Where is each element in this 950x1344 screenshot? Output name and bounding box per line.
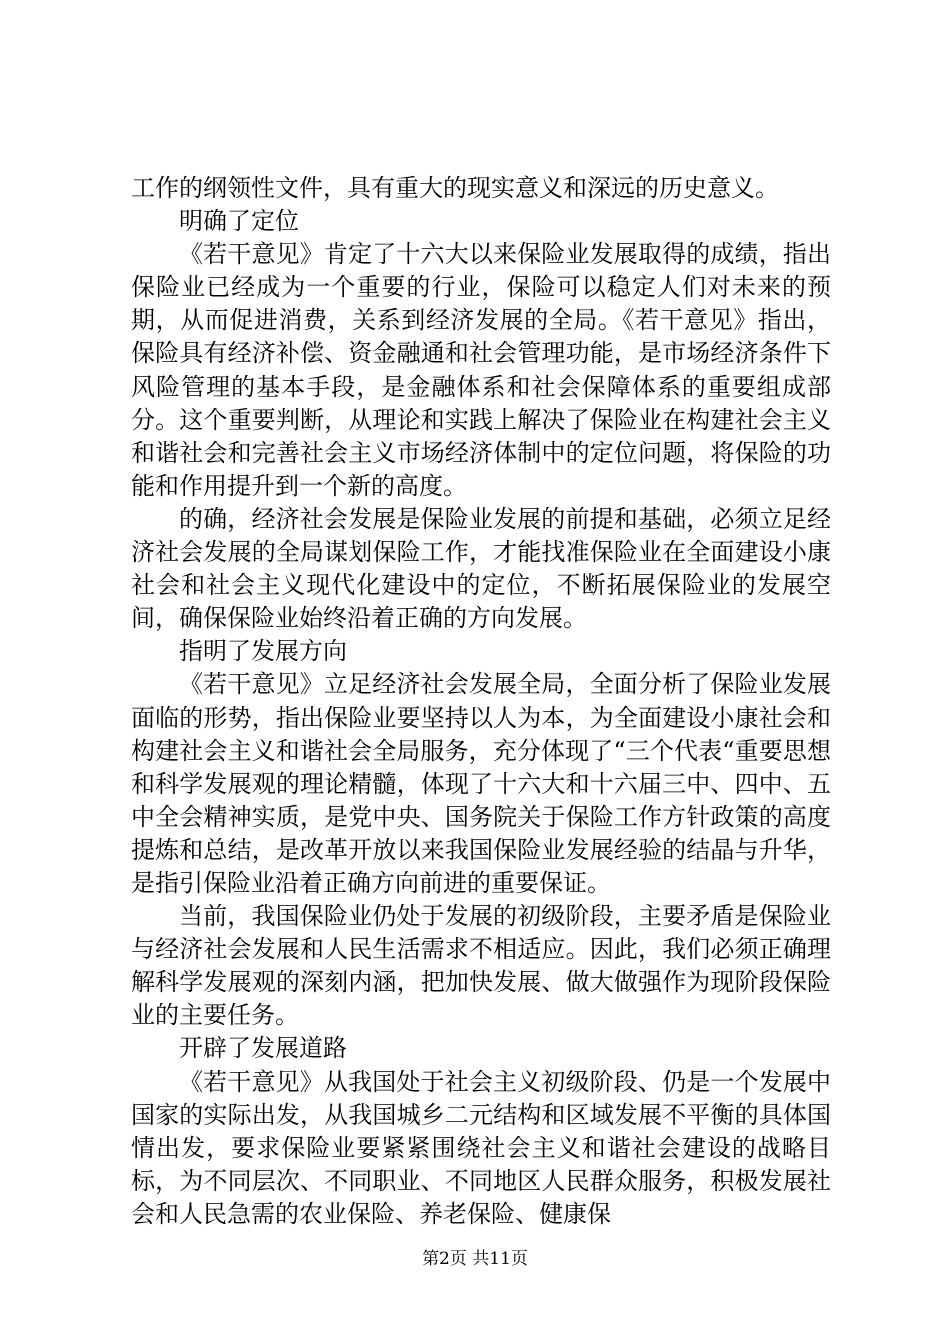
section-heading-path: 开辟了发展道路 (179, 1034, 347, 1063)
section-heading-positioning: 明确了定位 (179, 207, 299, 236)
page-number-footer: 第2页 共11页 (422, 1249, 528, 1269)
paragraph-continuation: 工作的纲领性文件，具有重大的现实意义和深远的历史意义。 (131, 174, 779, 202)
paragraph: 《若干意见》肯定了十六大以来保险业发展取得的成绩，指出保险业已经成为一个重要的行业，保险可以稳定人们对未来的预期，从而促进消费，关系到经济发展的全局。《若干意见》指出，保险具有经济补偿、资金融通和社会管理功能，是市场经济条件下风险管理的基本手段，是金融体系和社会保障体系的重要组成部分。这个重要判断，从理论和实践上解决了保险业在构建社会主义和谐社会和完善社会主义市场经济体制中的定位问题，将保险的功能和作用提升到一个新的高度。 (131, 240, 831, 500)
paragraph: 当前，我国保险业仍处于发展的初级阶段，主要矛盾是保险业与经济社会发展和人民生活需求不相适应。因此，我们必须正确理解科学发展观的深刻内涵，把加快发展、做大做强作为现阶段保险业的主要任务。 (131, 902, 831, 1030)
paragraph: 《若干意见》从我国处于社会主义初级阶段、仍是一个发展中国家的实际出发，从我国城乡二元结构和区域发展不平衡的具体国情出发，要求保险业要紧紧围绕社会主义和谐社会建设的战略目标，为不同层次、不同职业、不同地区人民群众服务，积极发展社会和人民急需的农业保险、养老保险、健康保 (131, 1067, 831, 1228)
section-heading-direction: 指明了发展方向 (179, 637, 347, 666)
paragraph: 《若干意见》立足经济社会发展全局，全面分析了保险业发展面临的形势，指出保险业要坚持以人为本，为全面建设小康社会和构建社会主义和谐社会全局服务，充分体现了“三个代表“重要思想和科学发展观的理论精髓，体现了十六大和十六届三中、四中、五中全会精神实质，是党中央、国务院关于保险工作方针政策的高度提炼和总结，是改革开放以来我国保险业发展经验的结晶与升华，是指引保险业沿着正确方向前进的重要保证。 (131, 670, 831, 897)
paragraph: 的确，经济社会发展是保险业发展的前提和基础，必须立足经济社会发展的全局谋划保险工作，才能找准保险业在全面建设小康社会和社会主义现代化建设中的定位，不断拓展保险业的发展空间，确保保险业始终沿着正确的方向发展。 (131, 504, 831, 633)
document-body (131, 172, 831, 1231)
